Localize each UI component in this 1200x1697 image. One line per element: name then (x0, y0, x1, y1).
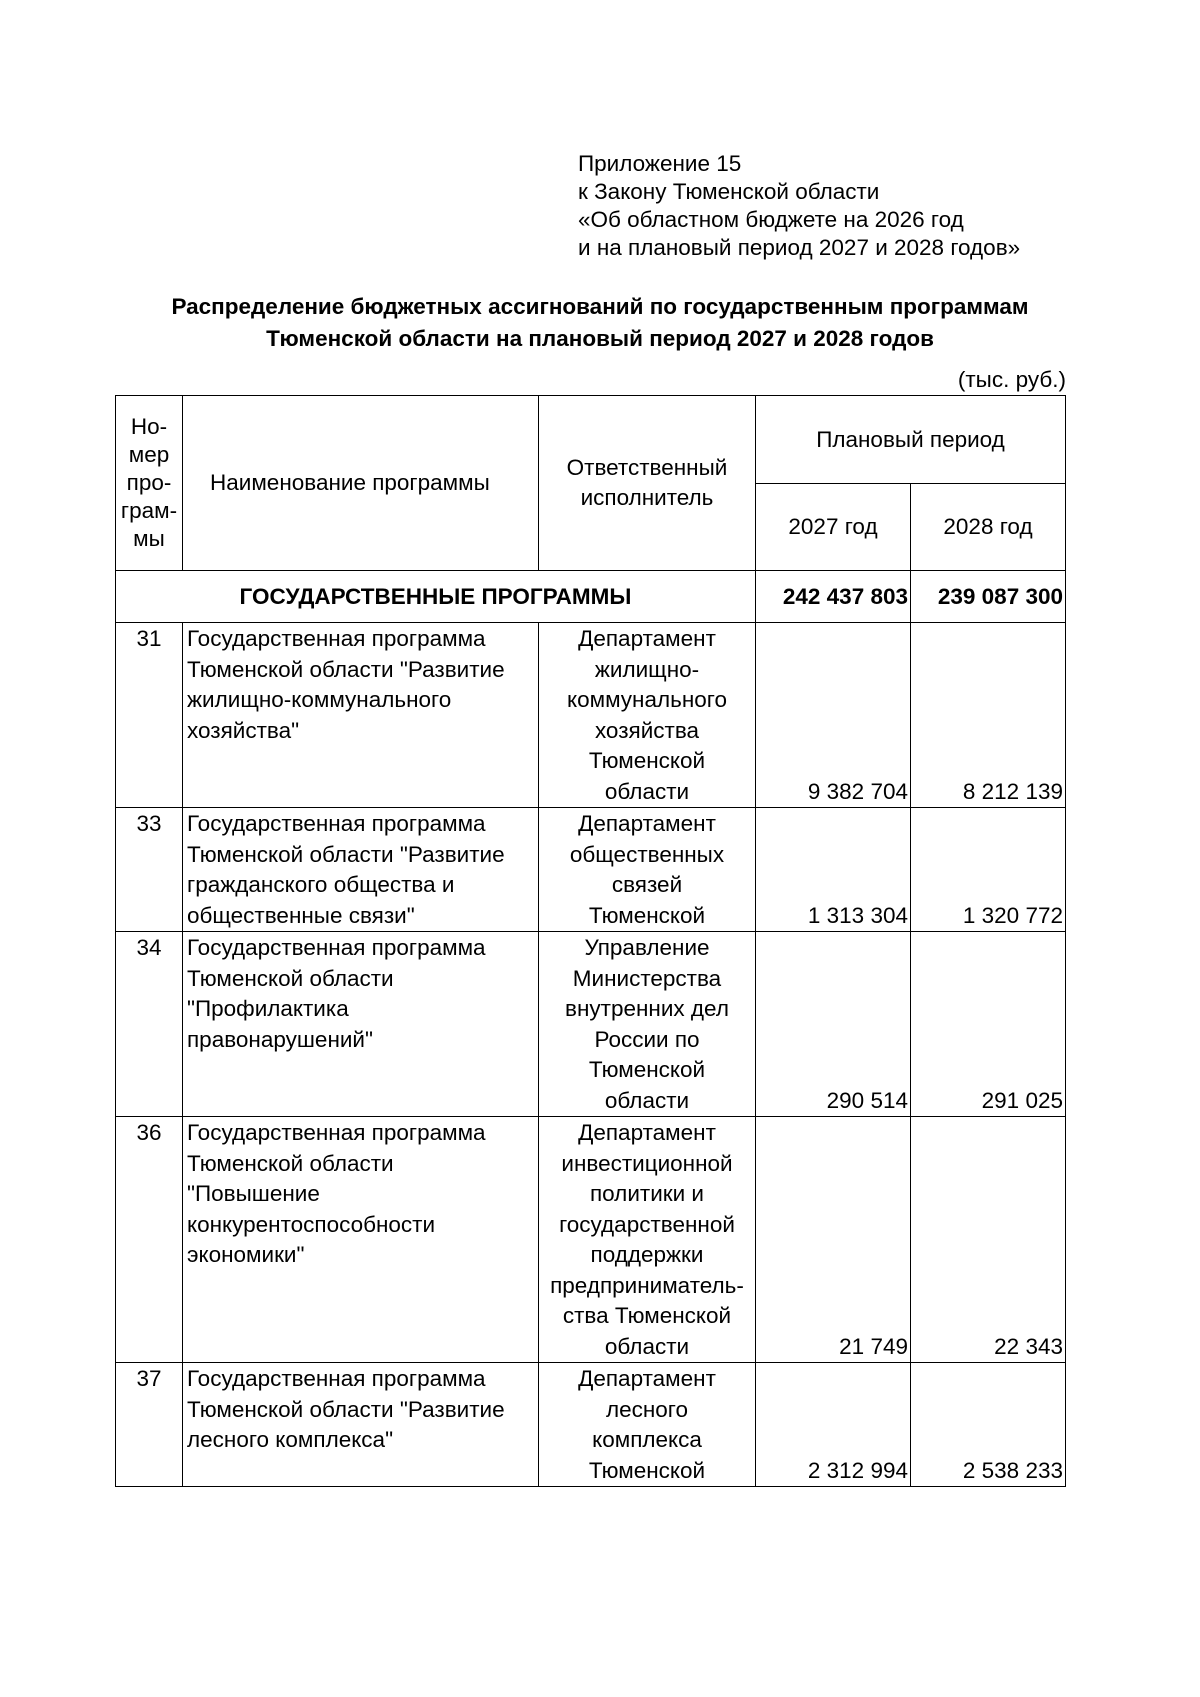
appendix-line: к Закону Тюменской области (578, 179, 880, 204)
header-number: Но- мер про- грам- мы (116, 396, 183, 571)
program-number: 34 (116, 932, 183, 1117)
program-value-2027: 2 312 994 (756, 1363, 911, 1487)
program-executor: Департамент жилищно- коммунального хозяйства Тюменской области (539, 623, 756, 808)
total-2028: 239 087 300 (911, 571, 1066, 623)
table-row (116, 932, 1066, 1117)
title-line-2: Тюменской области на плановый период 2027 и 2028 годов (266, 326, 934, 351)
program-name: Государственная программа Тюменской области "Развитие лесного комплекса" (183, 1363, 539, 1487)
header-year-2028: 2028 год (911, 484, 1066, 571)
program-name: Государственная программа Тюменской области "Развитие жилищно-коммунального хозяйства" (183, 623, 539, 808)
appendix-line: «Об областном бюджете на 2026 год (578, 207, 964, 232)
program-executor: Департамент инвестиционной политики и государственной поддержки предприниматель- ства Тюменской области (539, 1117, 756, 1363)
program-value-2027: 290 514 (756, 932, 911, 1117)
title-line-1: Распределение бюджетных ассигнований по государственным программам (171, 294, 1029, 319)
table-row (116, 1363, 1066, 1487)
units-label: (тыс. руб.) (957, 367, 1066, 392)
program-number: 33 (116, 808, 183, 932)
header-executor: Ответственный исполнитель (539, 396, 756, 571)
program-number: 36 (116, 1117, 183, 1363)
program-number: 31 (116, 623, 183, 808)
program-number: 37 (116, 1363, 183, 1487)
total-row (116, 571, 1066, 623)
total-2027: 242 437 803 (756, 571, 911, 623)
appendix-line: и на плановый период 2027 и 2028 годов» (578, 235, 1021, 260)
program-value-2027: 9 382 704 (756, 623, 911, 808)
program-value-2027: 21 749 (756, 1117, 911, 1363)
program-rows (116, 623, 1066, 1487)
header-year-2027: 2027 год (756, 484, 911, 571)
table-row (116, 808, 1066, 932)
program-value-2028: 22 343 (911, 1117, 1066, 1363)
program-executor: Управление Министерства внутренних дел России по Тюменской области (539, 932, 756, 1117)
table-row (116, 623, 1066, 808)
table-row (116, 1117, 1066, 1363)
program-value-2027: 1 313 304 (756, 808, 911, 932)
program-name: Государственная программа Тюменской области "Повышение конкурентоспособности экономики" (183, 1117, 539, 1363)
header-period: Плановый период (756, 396, 1066, 484)
program-executor: Департамент общественных связей Тюменской (539, 808, 756, 932)
program-value-2028: 1 320 772 (911, 808, 1066, 932)
document-title (100, 291, 1100, 355)
program-name: Государственная программа Тюменской области "Профилактика правонарушений" (183, 932, 539, 1117)
program-value-2028: 291 025 (911, 932, 1066, 1117)
appendix-block (578, 150, 1020, 262)
budget-table (115, 395, 1066, 1487)
program-executor: Департамент лесного комплекса Тюменской (539, 1363, 756, 1487)
program-value-2028: 2 538 233 (911, 1363, 1066, 1487)
program-name: Государственная программа Тюменской области "Развитие гражданского общества и общественные связи" (183, 808, 539, 932)
program-value-2028: 8 212 139 (911, 623, 1066, 808)
appendix-line: Приложение 15 (578, 151, 742, 176)
total-label: ГОСУДАРСТВЕННЫЕ ПРОГРАММЫ (116, 571, 756, 623)
header-name: Наименование программы (183, 396, 539, 571)
